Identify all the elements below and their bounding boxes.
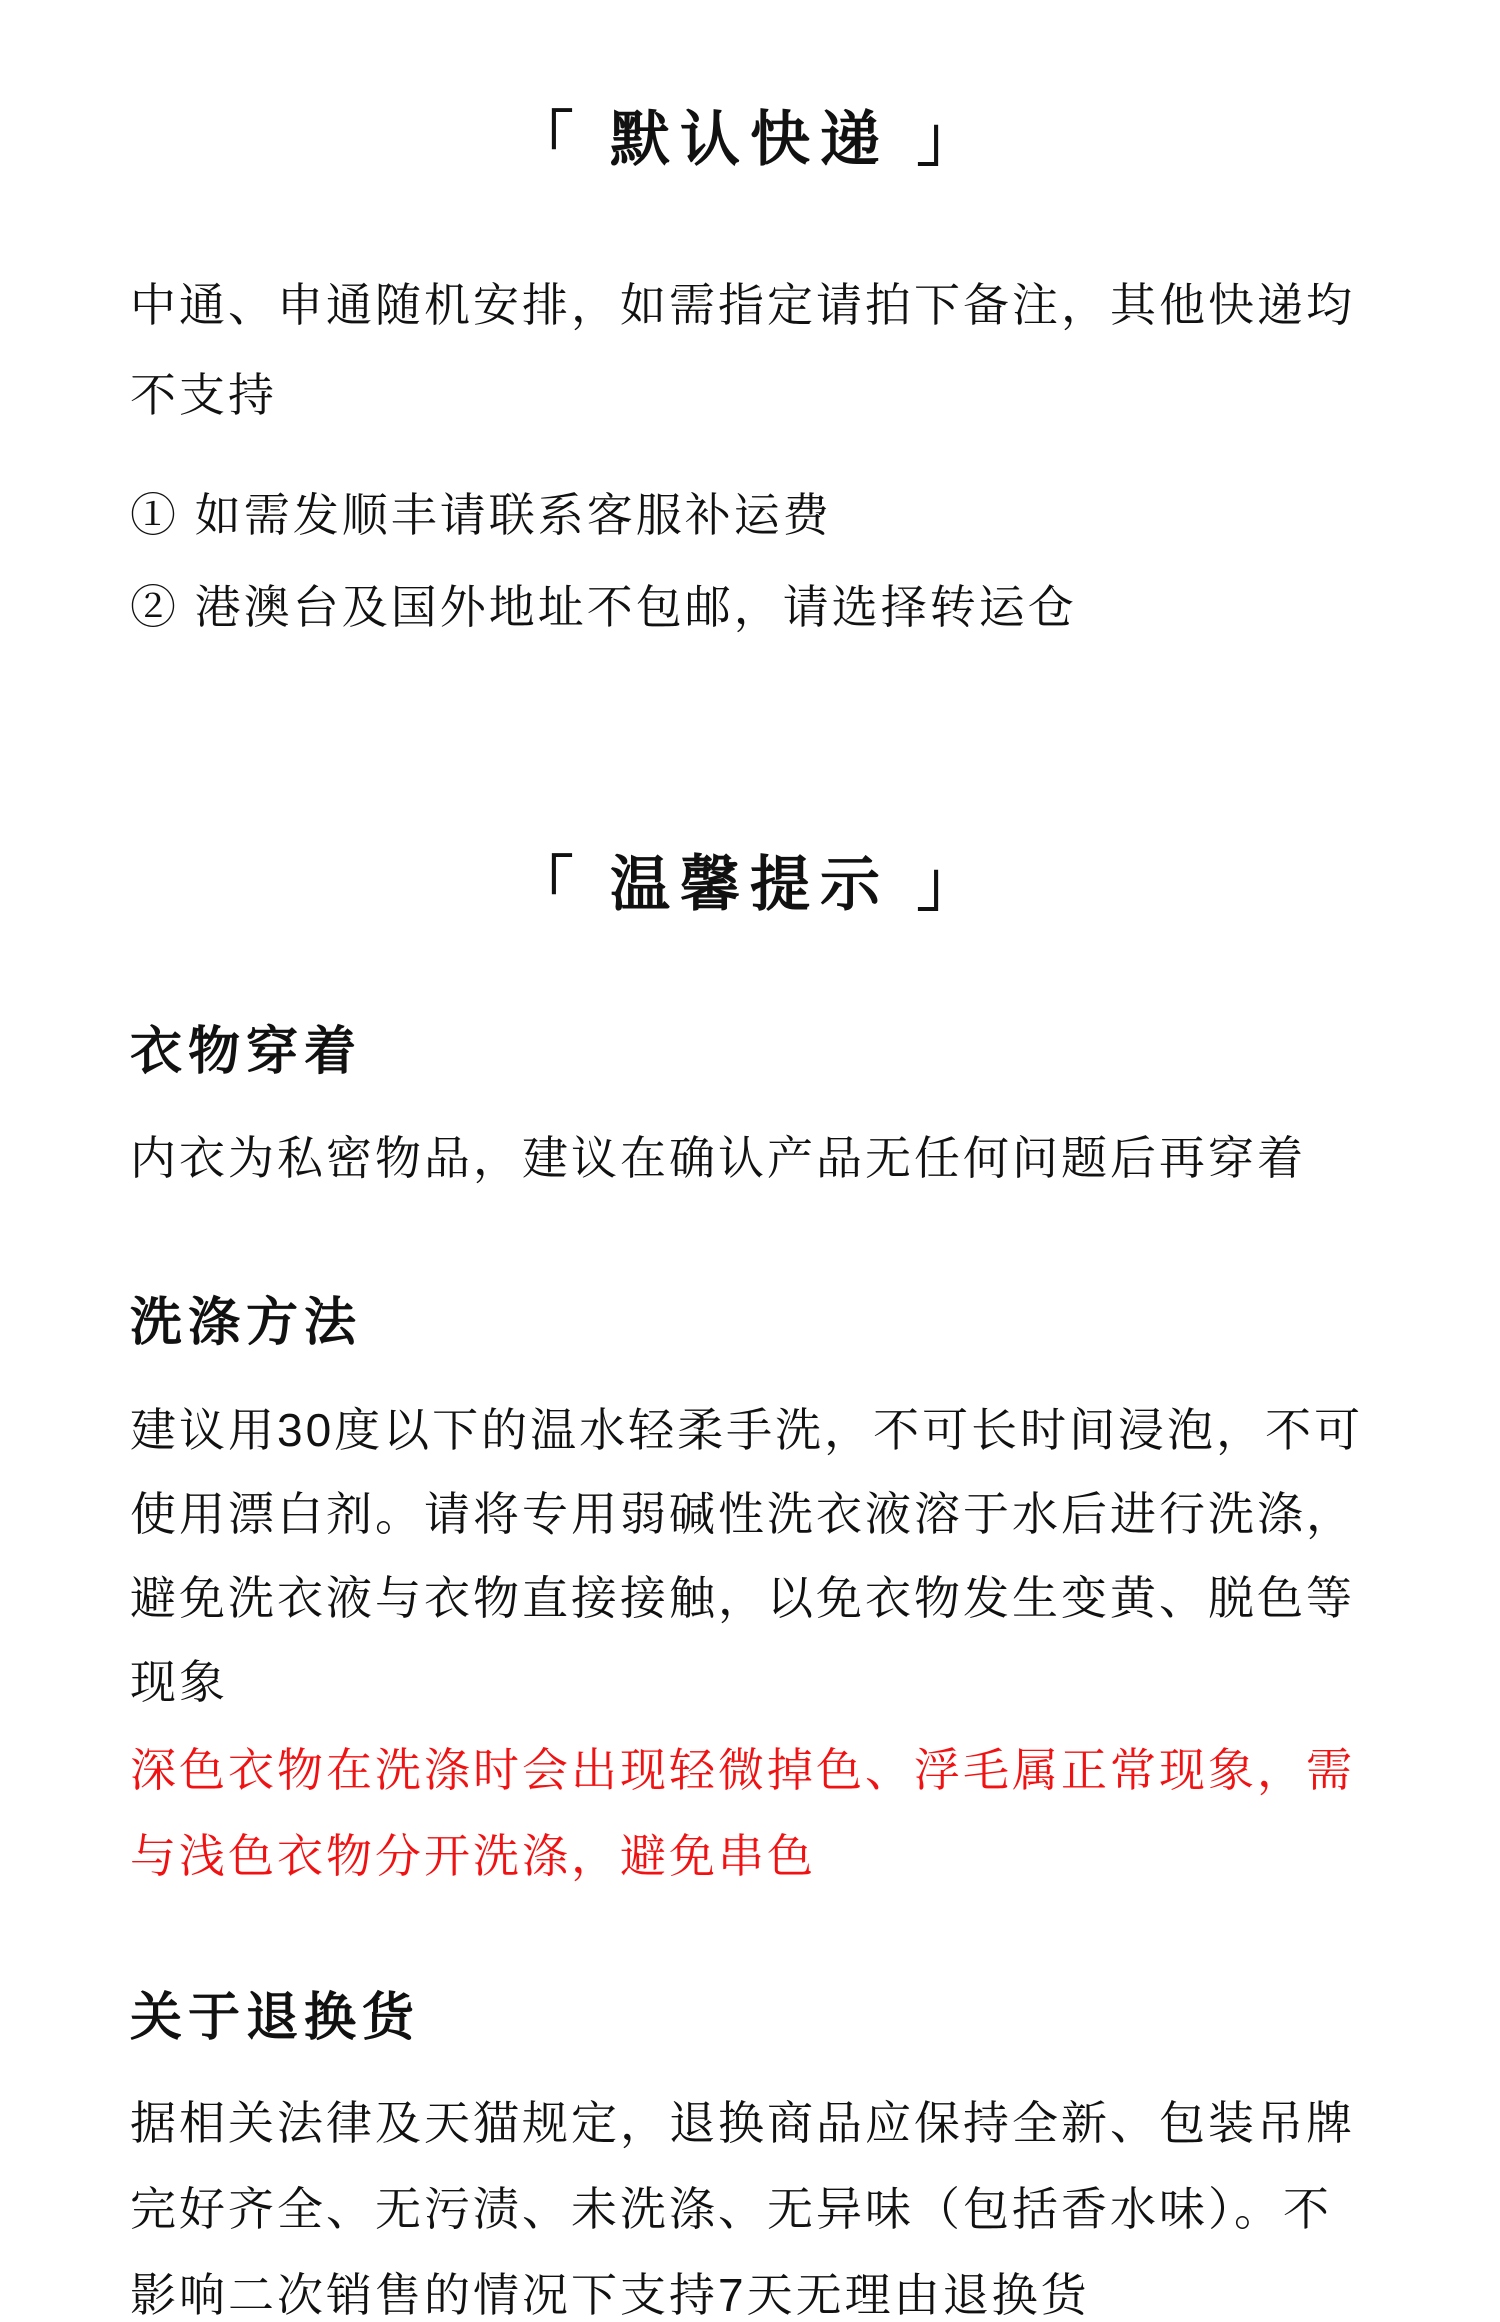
paragraph-line: 不支持: [130, 369, 277, 421]
shipping-section-title: 「 默认快递 」: [513, 106, 987, 173]
tips-section-title: 「 温馨提示 」: [513, 851, 987, 918]
returns-paragraph: [0, 2080, 1500, 2322]
washing-heading: 洗涤方法: [130, 1294, 363, 1352]
paragraph-line: 据相关法律及天猫规定，退换商品应保持全新、包装吊牌: [130, 2097, 1355, 2149]
wearing-heading: 衣物穿着: [130, 1023, 363, 1081]
paragraph-line: 影响二次销售的情况下支持7天无理由退换货: [130, 2269, 1090, 2321]
shipping-notes: [0, 469, 1500, 653]
washing-warning-paragraph: [0, 1727, 1500, 1899]
shipping-intro-paragraph: [0, 260, 1500, 440]
paragraph-line: 完好齐全、无污渍、未洗涤、无异味（包括香水味）。不: [130, 2183, 1332, 2235]
warning-line: 与浅色衣物分开洗涤，避免串色: [130, 1830, 816, 1882]
paragraph-line: 中通、申通随机安排，如需指定请拍下备注，其他快递均: [130, 279, 1355, 331]
shipping-note-line: ② 港澳台及国外地址不包邮，请选择转运仓: [130, 581, 1077, 633]
paragraph-line: 建议用30度以下的温水轻柔手洗，不可长时间浸泡，不可: [130, 1404, 1364, 1456]
paragraph-line: 使用漂白剂。请将专用弱碱性洗衣液溶于水后进行洗涤，: [130, 1488, 1355, 1540]
wearing-paragraph: [0, 1115, 1500, 1201]
returns-heading: 关于退换货: [130, 1989, 421, 2047]
paragraph-line: 避免洗衣液与衣物直接接触，以免衣物发生变黄、脱色等: [130, 1572, 1355, 1624]
warning-line: 深色衣物在洗涤时会出现轻微掉色、浮毛属正常现象，需: [130, 1744, 1355, 1796]
shipping-note-line: ① 如需发顺丰请联系客服补运费: [130, 489, 832, 541]
paragraph-line: 现象: [130, 1656, 228, 1708]
washing-paragraph: [0, 1388, 1500, 1724]
paragraph-line: 内衣为私密物品，建议在确认产品无任何问题后再穿着: [130, 1132, 1306, 1184]
